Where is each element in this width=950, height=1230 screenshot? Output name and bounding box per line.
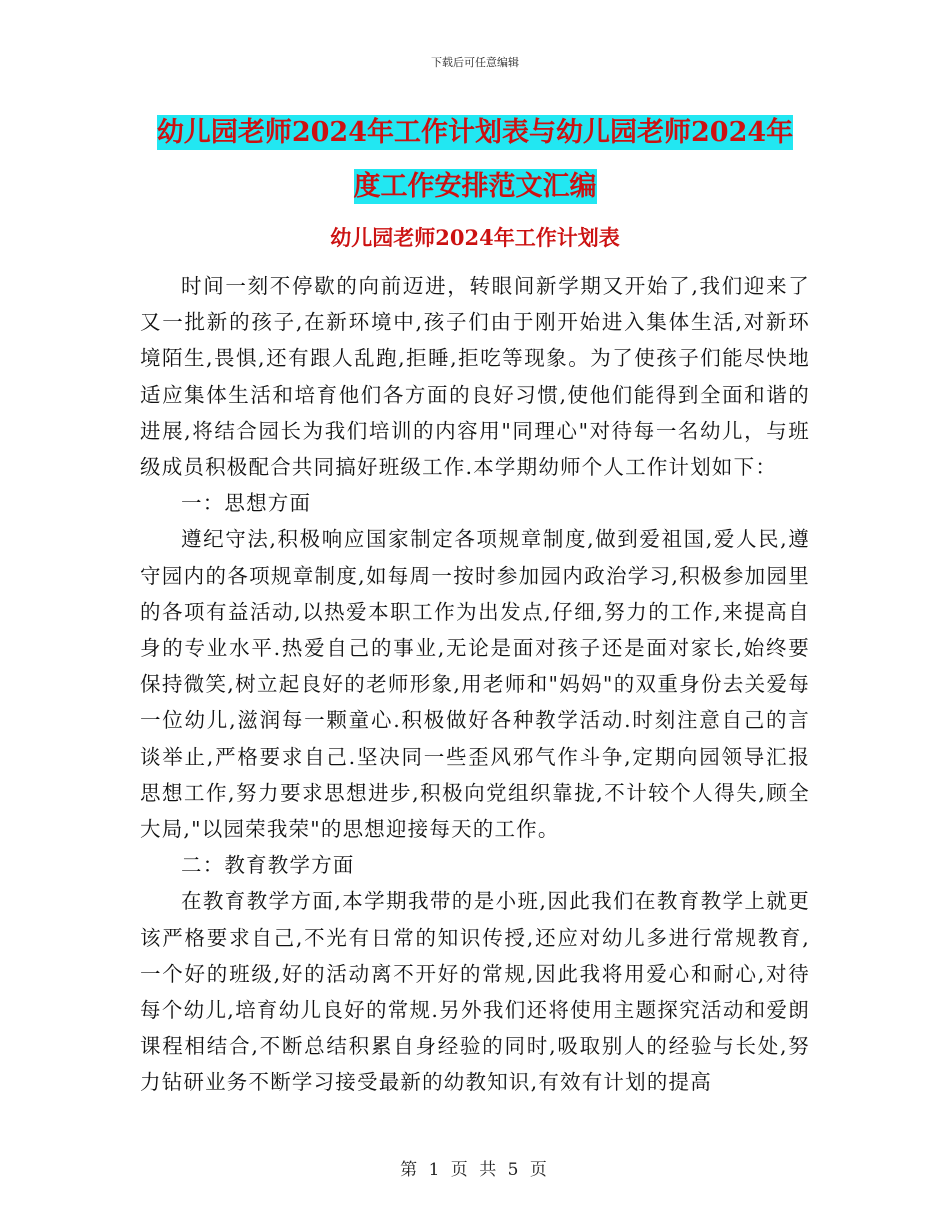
page-number: 第 1 页 共 5 页 [400, 1160, 550, 1180]
section-title: 幼儿园老师2024年工作计划表 [330, 225, 620, 250]
document-body [140, 268, 810, 1101]
title-line-1: 幼儿园老师2024年工作计划表与幼儿园老师2024年 [156, 117, 794, 148]
header-note: 下载后可任意编辑 [431, 56, 519, 69]
intro-paragraph: 时间一刻不停歇的向前迈进，转眼间新学期又开始了,我们迎来了又一批新的孩子,在新环境中,孩子们由于刚开始进入集体生活,对新环境陌生,畏惧,还有跟人乱跑,拒睡,拒吃等现象。为了使孩子们能尽快地适应集体生活和培育他们各方面的良好习惯,使他们能得到全面和谐的进展,将结合园长为我们培训的内容用"同理心"对待每一名幼儿，与班级成员积极配合共同搞好班级工作.本学期幼师个人工作计划如下： [140, 274, 810, 480]
document-title [140, 106, 810, 214]
thought-paragraph: 遵纪守法,积极响应国家制定各项规章制度,做到爱祖国,爱人民,遵守园内的各项规章制度,如每周一按时参加园内政治学习,积极参加园里的各项有益活动,以热爱本职工作为出发点,仔细,努力的工作,来提高自身的专业水平.热爱自己的事业,无论是面对孩子还是面对家长,始终要保持微笑,树立起良好的老师形象,用老师和"妈妈"的双重身份去关爱每一位幼儿,滋润每一颗童心.积极做好各种教学活动.时刻注意自己的言谈举止,严格要求自己.坚决同一些歪风邪气作斗争,定期向园领导汇报思想工作,努力要求思想进步,积极向党组织靠拢,不计较个人得失,顾全大局,"以园荣我荣"的思想迎接每天的工作。 [140, 527, 810, 842]
title-line-2: 度工作安排范文汇编 [353, 171, 597, 202]
heading-thought: 一：思想方面 [181, 491, 312, 516]
heading-teaching: 二：教育教学方面 [181, 853, 355, 878]
teaching-paragraph: 在教育教学方面,本学期我带的是小班,因此我们在教育教学上就更该严格要求自己,不光有日常的知识传授,还应对幼儿多进行常规教育,一个好的班级,好的活动离不开好的常规,因此我将用爱心和耐心,对待每个幼儿,培育幼儿良好的常规.另外我们还将使用主题探究活动和爱朗课程相结合,不断总结积累自身经验的同时,吸取别人的经验与长处,努力钻研业务不断学习接受最新的幼教知识,有效有计划的提高 [140, 889, 810, 1095]
